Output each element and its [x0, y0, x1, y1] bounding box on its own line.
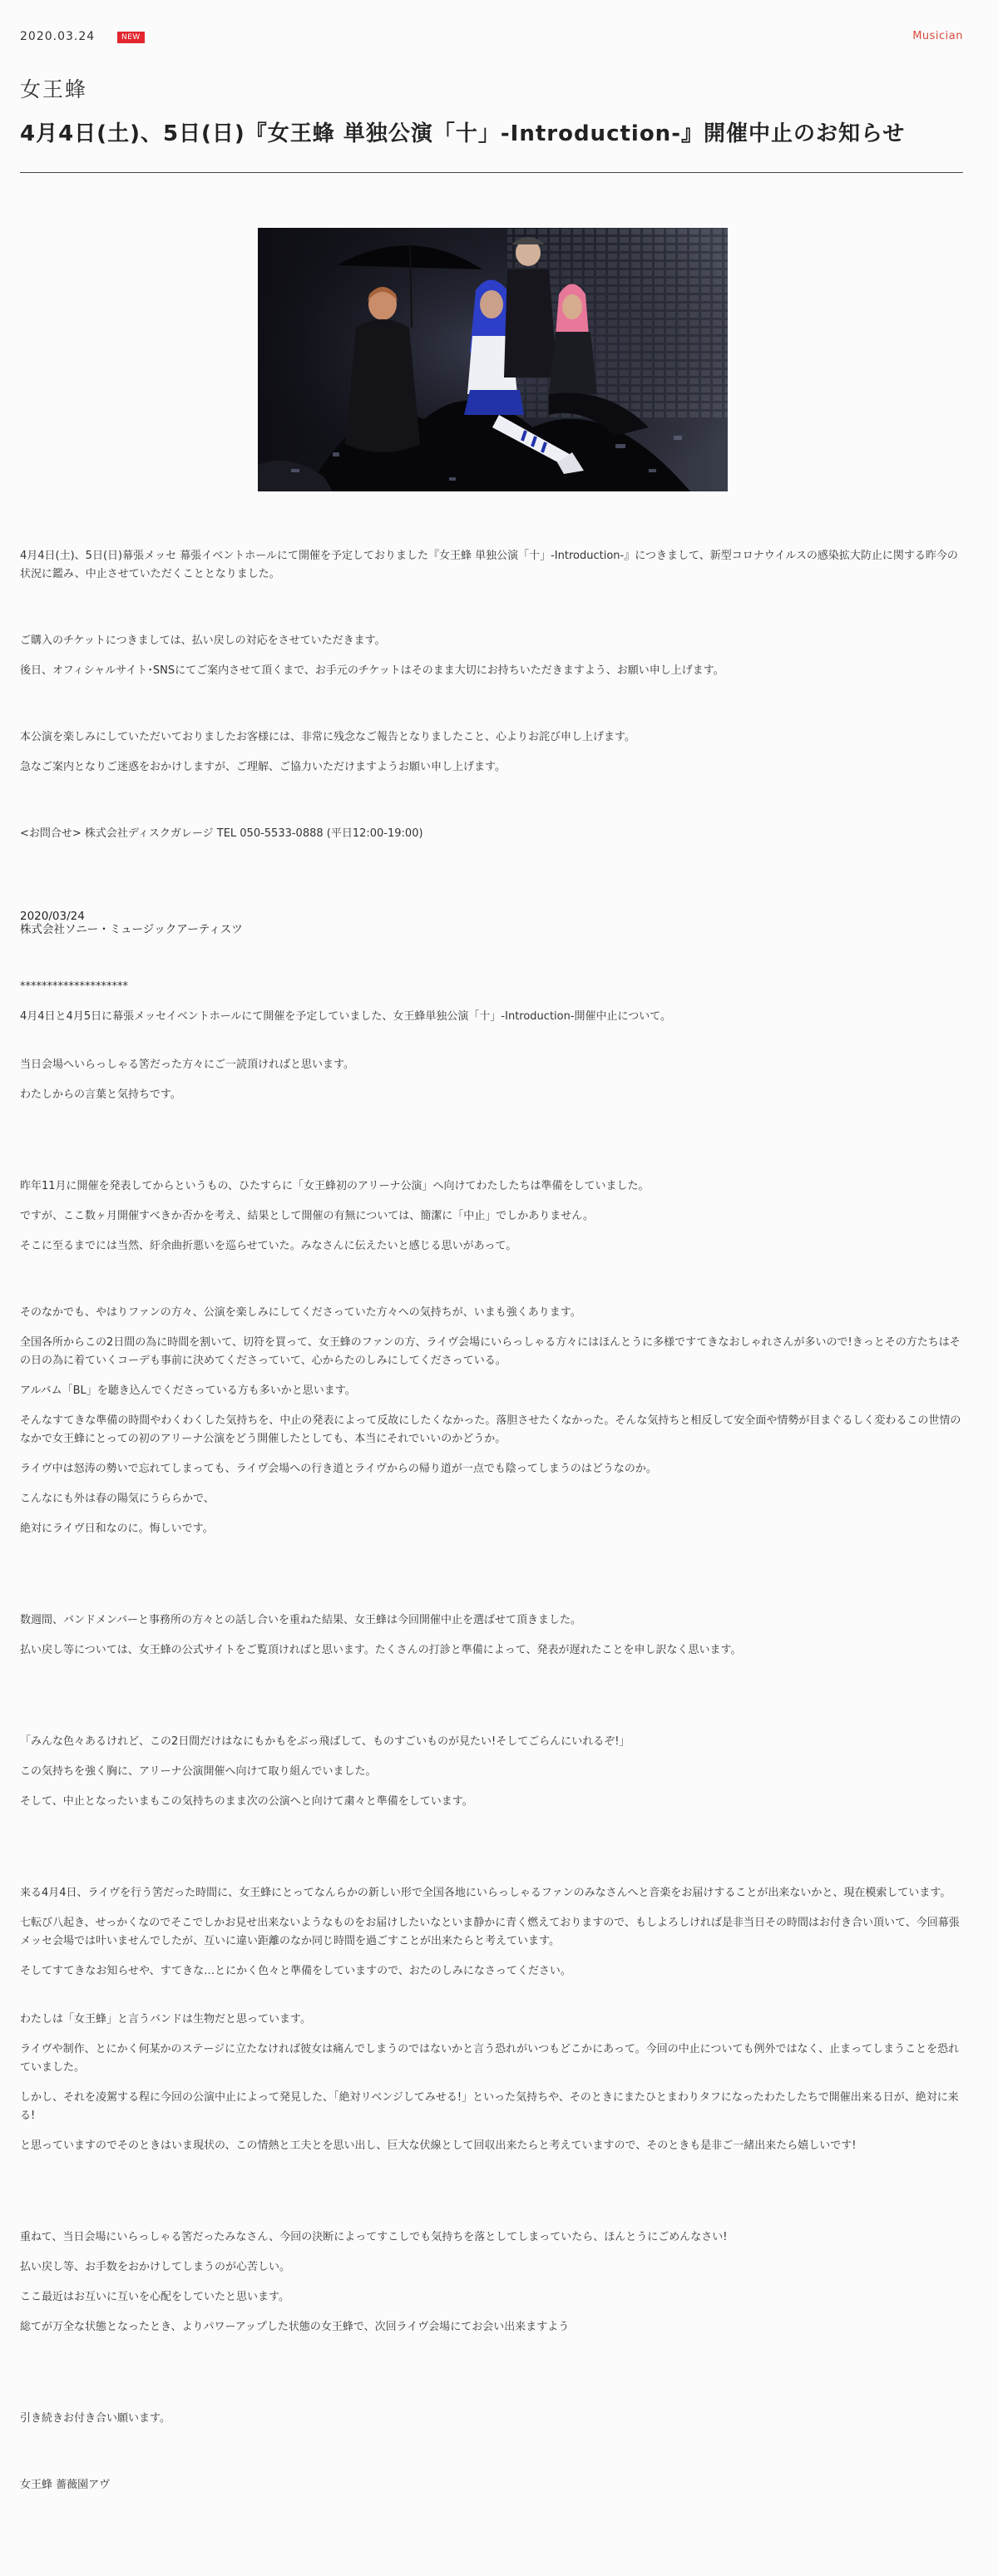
category-link-musician[interactable]: Musician — [912, 30, 963, 42]
band-photo-illustration — [258, 228, 728, 491]
signature-company: 株式会社ソニー・ミュージックアーティスツ — [20, 923, 243, 936]
article-body — [20, 547, 963, 2495]
article-meta — [20, 30, 963, 47]
message-paragraph: 重ねて、当日会場にいらっしゃる筈だったみなさん、今回の決断によってすこしでも気持ちを落としてしまっていたら、ほんとうにごめんなさい! — [20, 2231, 728, 2243]
message-paragraph: こんなにも外は春の陽気にうららかで、 — [20, 1493, 215, 1505]
notice-apology-1: 本公演を楽しみにしていただいておりましたお客様には、非常に残念なご報告となりましたこと、心よりお詫び申し上げます。 — [20, 731, 635, 743]
message-paragraph: 来る4月4日、ライヴを行う筈だった時間に、女王蜂にとってなんらかの新しい形で全国各地にいらっしゃるファンのみなさんへと音楽をお届けすることが出来ないかと、現在模索しています。 — [20, 1887, 951, 1899]
message-paragraph: そのなかでも、やはりファンの方々、公演を楽しみにしてくださっていた方々への気持ちが、いまも強くあります。 — [20, 1306, 581, 1319]
new-badge: NEW — [117, 32, 145, 43]
title-divider — [20, 172, 963, 173]
message-paragraph: ですが、ここ数ヶ月開催すべきか否かを考え、結果として開催の有無については、簡潔に「中止」でしかありません。 — [20, 1210, 595, 1222]
page-title: 4月4日(土)、5日(日)『女王蜂 単独公演「十」-Introduction-』開催中止のお知らせ — [20, 121, 906, 146]
message-paragraph: 払い戻し等については、女王蜂の公式サイトをご覧頂ければと思います。たくさんの打診と準備によって、発表が遅れたことを申し訳なく思います。 — [20, 1644, 742, 1656]
message-paragraph: そんなすてきな準備の時間やわくわくした気持ちを、中止の発表によって反故にしたくなかった。落胆させたくなかった。そんな気持ちと相反して安全面や情勢が目まぐるしく変わるこの世情のなかで女王蜂にとっての初のアリーナ公演をどう開催したとしても、本当にそれでいいのかどうか。 — [20, 1414, 961, 1445]
message-paragraph: 当日会場へいらっしゃる筈だった方々にご一読頂ければと思います。 — [20, 1059, 354, 1071]
message-paragraph: そして、中止となったいまもこの気持ちのまま次の公演へと向けて粛々と準備をしています。 — [20, 1795, 473, 1808]
notice-ticket-1: ご購入のチケットにつきましては、払い戻しの対応をさせていただきます。 — [20, 634, 386, 647]
message-paragraph: ここ最近はお互いに互いを心配をしていたと思います。 — [20, 2291, 289, 2303]
message-paragraph: そこに至るまでには当然、紆余曲折悪いを巡らせていた。みなさんに伝えたいと感じる思いがあって。 — [20, 1240, 517, 1252]
message-paragraph: ライヴや制作、とにかく何某かのステージに立たなければ彼女は痛んでしまうのではないかと言う恐れがいつもどこかにあって。今回の中止についても例外ではなく、止まってしまうことを恐れていました。 — [20, 2043, 960, 2074]
message-paragraph: 全国各所からこの2日間の為に時間を割いて、切符を買って、女王蜂のファンの方、ライヴ会場にいらっしゃる方々にはほんとうに多様ですてきなおしゃれさんが多いので!きっとその方たちはその日の為に着ていくコーデも事前に決めてくださっていて、心からたのしみにしてくださっている。 — [20, 1336, 961, 1367]
notice-intro: 4月4日(土)、5日(日)幕張メッセ 幕張イベントホールにて開催を予定しておりました『女王蜂 単独公演「十」-Introduction-』につきまして、新型コロナウイルスの感染拡大防止に関する昨今の状況に鑑み、中止させていただくこととなりました。 — [20, 550, 958, 580]
message-paragraph: この気持ちを強く胸に、アリーナ公演開催へ向けて取り組んでいました。 — [20, 1765, 377, 1778]
notice-contact: <お問合せ> 株式会社ディスクガレージ TEL 050-5533-0888 (平日12:00-19:00) — [20, 827, 423, 840]
message-paragraph: 総てが万全な状態となったとき、よりパワーアップした状態の女王蜂で、次回ライヴ会場にてお会い出来ますよう — [20, 2321, 570, 2333]
message-closing: 引き続きお付き合い願います。 — [20, 2412, 170, 2425]
message-paragraph: 昨年11月に開催を発表してからというもの、ひたすらに「女王蜂初のアリーナ公演」へ向けてわたしたちは準備をしていました。 — [20, 1180, 650, 1192]
message-paragraph: そしてすてきなお知らせや、すてきな…とにかく色々と準備をしていますので、おたのしみになさってください。 — [20, 1965, 571, 1977]
message-paragraph: しかし、それを凌駕する程に今回の公演中止によって発見した、「絶対リベンジしてみせる!」といった気持ちや、そのときにまたひとまわりタフになったわたしたちで開催出来る日が、絶対に来る! — [20, 2091, 959, 2122]
message-paragraph: アルバム「BL」を聴き込んでくださっている方も多いかと思います。 — [20, 1384, 356, 1397]
message-paragraph: 七転び八起き、せっかくなのでそこでしかお見せ出来ないようなものをお届けしたいなといま静かに青く燃えておりますので、もしよろしければ是非当日その時間はお付き合い頂いて、今回幕張メッセ会場では叶いませんでしたが、互いに違い距離のなか同じ時間を過ごすことが出来たらと考えています。 — [20, 1917, 960, 1947]
notice-ticket-2: 後日、オフィシャルサイト･SNSにてご案内させて頂くまで、お手元のチケットはそのまま大切にお持ちいただきますよう、お願い申し上げます。 — [20, 664, 724, 677]
message-paragraph: ライヴ中は怒涛の勢いで忘れてしまっても、ライヴ会場への行き道とライヴからの帰り道が一点でも陰ってしまうのはどうなのか。 — [20, 1463, 657, 1475]
message-paragraph: 「みんな色々あるけれど、この2日間だけはなにもかもをぶっ飛ばして、ものすごいものが見たい!そしてごらんにいれるぞ!」 — [20, 1735, 630, 1748]
message-paragraph: わたしからの言葉と気持ちです。 — [20, 1088, 181, 1101]
band-photo — [258, 228, 728, 491]
message-paragraph: 絶対にライヴ日和なのに。悔しいです。 — [20, 1522, 214, 1535]
post-date: 2020.03.24 — [20, 30, 96, 43]
notice-apology-2: 急なご案内となりご迷惑をおかけしますが、ご理解、ご協力いただけますようお願い申し上げます。 — [20, 761, 506, 773]
message-paragraph: 払い戻し等、お手数をおかけしてしまうのが心苦しい。 — [20, 2261, 291, 2273]
message-author: 女王蜂 薔薇園アヴ — [20, 2479, 111, 2491]
message-paragraph: わたしは「女王蜂」と言うバンドは生物だと思っています。 — [20, 2013, 311, 2026]
message-separator: ******************** — [20, 980, 128, 993]
artist-name: 女王蜂 — [20, 77, 88, 101]
signature-date: 2020/03/24 — [20, 910, 85, 923]
message-lead: 4月4日と4月5日に幕張メッセイベントホールにて開催を予定していました、女王蜂単独公演「十」-Introduction-開催中止について。 — [20, 1010, 672, 1023]
message-paragraph: 数週間、バンドメンバーと事務所の方々との話し合いを重ねた結果、女王蜂は今回開催中止を選ばせて頂きました。 — [20, 1614, 581, 1626]
message-paragraph: と思っていますのでそのときはいま現状の、この情熱と工夫とを思い出し、巨大な伏線として回収出来たらと考えていますので、そのときも是非ご一緒出来たら嬉しいです! — [20, 2139, 857, 2152]
